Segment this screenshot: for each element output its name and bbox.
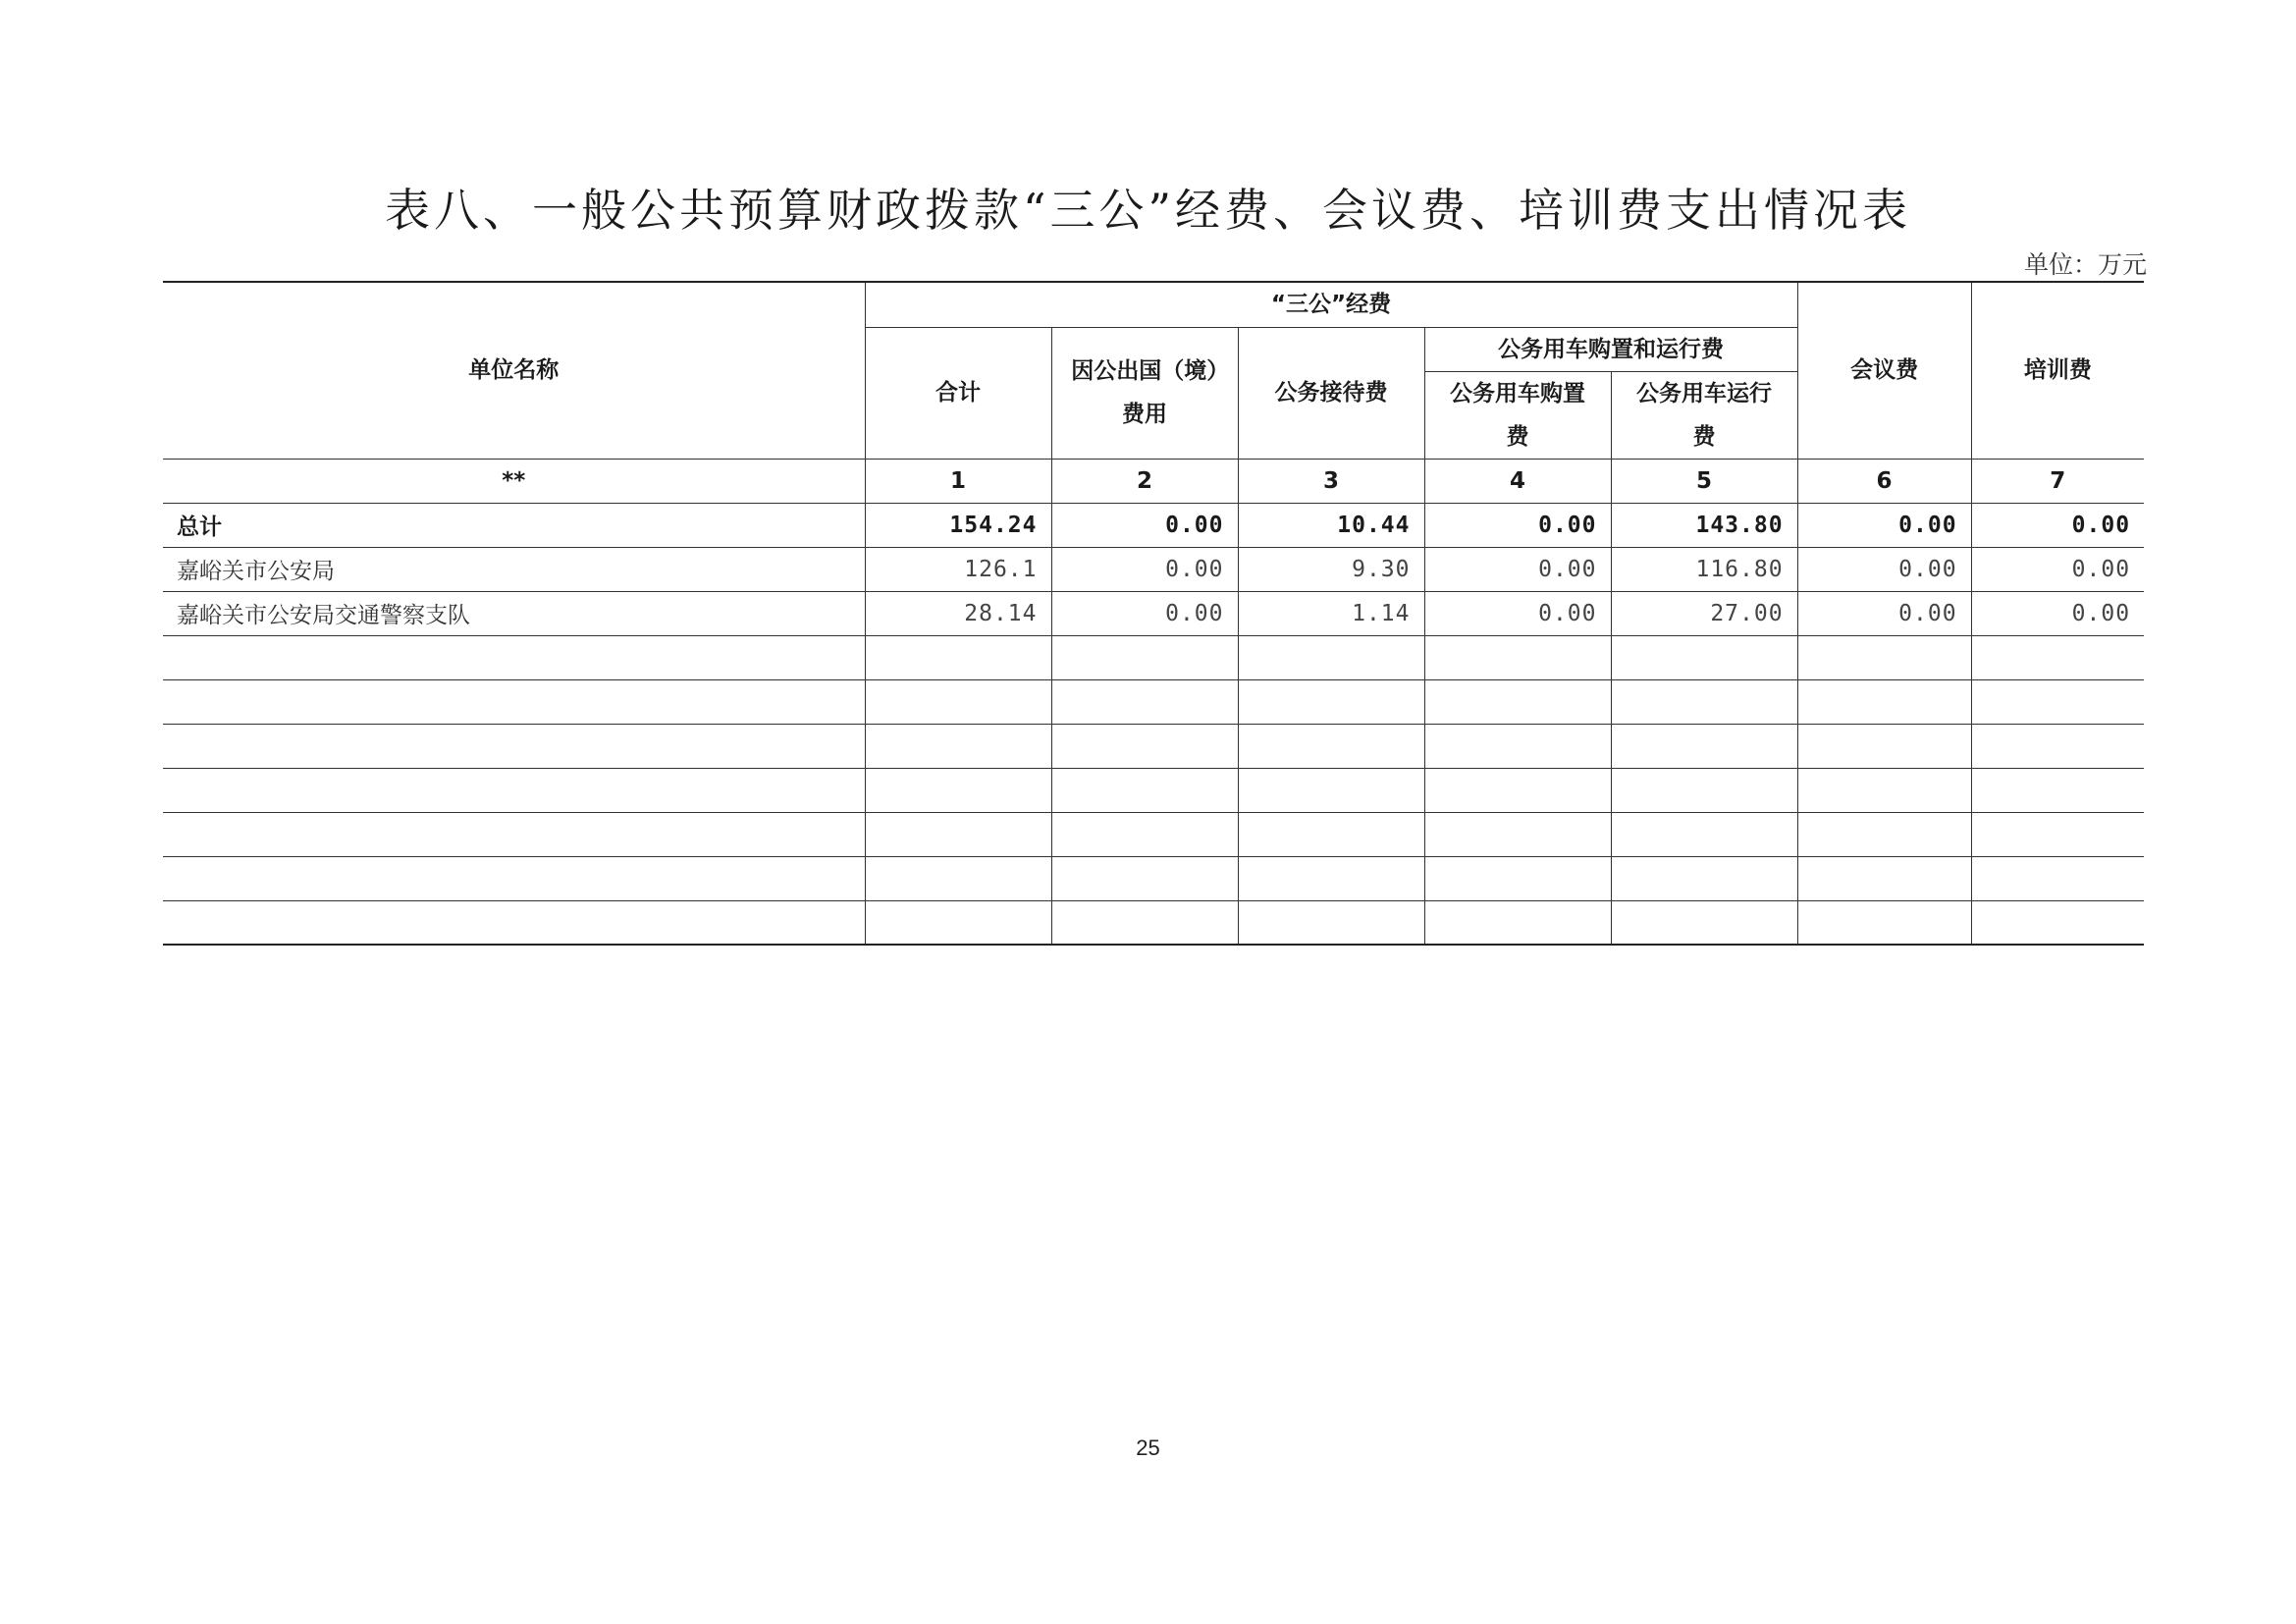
header-total: 合计 [865, 327, 1051, 459]
index-cell: 1 [865, 459, 1051, 503]
cell-value: 116.80 [1611, 547, 1797, 591]
header-reception: 公务接待费 [1238, 327, 1424, 459]
cell-value: 0.00 [1971, 591, 2144, 635]
cell-value: 154.24 [865, 503, 1051, 547]
header-vehicle-operation: 公务用车运行费 [1611, 371, 1797, 459]
cell-value: 0.00 [1424, 591, 1611, 635]
cell-value: 143.80 [1611, 503, 1797, 547]
cell-value: 0.00 [1971, 547, 2144, 591]
empty-row [163, 724, 2144, 768]
table-row [163, 547, 2144, 591]
unit-label: 单位：万元 [2023, 250, 2147, 279]
empty-row [163, 812, 2144, 856]
cell-value: 27.00 [1611, 591, 1797, 635]
cell-value: 1.14 [1238, 591, 1424, 635]
header-meeting: 会议费 [1797, 282, 1971, 459]
document-title: 表八、一般公共预算财政拨款“三公”经费、会议费、培训费支出情况表 [384, 184, 1912, 237]
index-cell: 5 [1611, 459, 1797, 503]
row-name: 嘉峪关市公安局 [163, 547, 865, 591]
index-cell: 7 [1971, 459, 2144, 503]
empty-row [163, 856, 2144, 900]
header-abroad: 因公出国（境）费用 [1051, 327, 1238, 459]
header-unit-name: 单位名称 [163, 282, 865, 459]
row-name: 总计 [163, 503, 865, 547]
empty-row [163, 900, 2144, 945]
cell-value: 0.00 [1797, 547, 1971, 591]
header-sangong: “三公”经费 [865, 282, 1797, 327]
index-cell: ** [163, 459, 865, 503]
page-number: 25 [1136, 1435, 1160, 1460]
cell-value: 0.00 [1051, 503, 1238, 547]
table-row [163, 591, 2144, 635]
cell-value: 10.44 [1238, 503, 1424, 547]
index-cell: 3 [1238, 459, 1424, 503]
cell-value: 28.14 [865, 591, 1051, 635]
cell-value: 126.1 [865, 547, 1051, 591]
index-cell: 4 [1424, 459, 1611, 503]
table-row-total [163, 503, 2144, 547]
empty-row [163, 768, 2144, 812]
cell-value: 9.30 [1238, 547, 1424, 591]
row-name: 嘉峪关市公安局交通警察支队 [163, 591, 865, 635]
expense-table [163, 281, 2144, 946]
index-cell: 2 [1051, 459, 1238, 503]
index-cell: 6 [1797, 459, 1971, 503]
header-vehicle: 公务用车购置和运行费 [1424, 327, 1797, 371]
cell-value: 0.00 [1424, 503, 1611, 547]
empty-row [163, 635, 2144, 679]
header-training: 培训费 [1971, 282, 2144, 459]
cell-value: 0.00 [1051, 591, 1238, 635]
cell-value: 0.00 [1424, 547, 1611, 591]
cell-value: 0.00 [1797, 503, 1971, 547]
cell-value: 0.00 [1051, 547, 1238, 591]
empty-row [163, 679, 2144, 724]
cell-value: 0.00 [1971, 503, 2144, 547]
cell-value: 0.00 [1797, 591, 1971, 635]
header-vehicle-purchase: 公务用车购置费 [1424, 371, 1611, 459]
